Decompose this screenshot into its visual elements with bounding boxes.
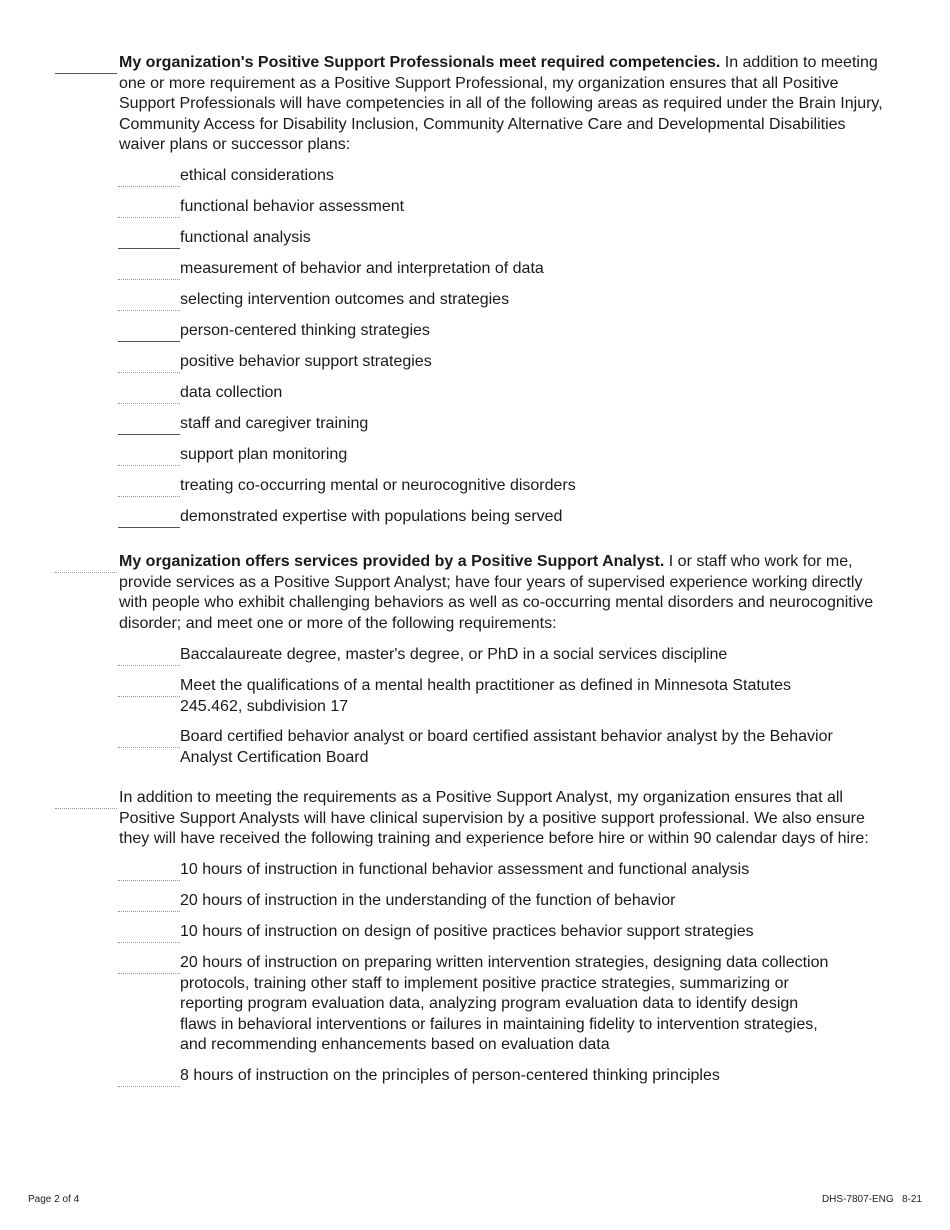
list-item-label: support plan monitoring [180,446,348,463]
list-item-label: ethical considerations [180,167,334,184]
list-item [118,476,838,497]
list-item-label: Board certified behavior analyst or board certified assistant behavior analyst by the Behavior Analyst Certification Board [180,728,833,766]
list-item-label: person-centered thinking strategies [180,322,430,339]
list-item-label: staff and caregiver training [180,415,369,432]
list-item [118,166,838,187]
checkbox-blank[interactable] [118,911,180,912]
section-heading: My organization offers services provided by a Positive Support Analyst. [119,553,665,570]
list-item-label: functional behavior assessment [180,198,405,215]
list-item-label: 20 hours of instruction in the understanding of the function of behavior [180,892,676,909]
section-body: In addition to meeting one or more requirement as a Positive Support Professional, my organization ensures that all Positive Support Professionals will have competencies in all of the following areas as required under the Brain Injury, Community Access for Disability Inclusion, Community Alternative Care and Developmental Disabilities waiver plans or successor plans: [119,54,883,153]
checkbox-blank[interactable] [118,434,180,435]
list-item-label: 10 hours of instruction in functional behavior assessment and functional analysis [180,861,750,878]
section-psa-services [55,552,895,634]
checkbox-blank[interactable] [118,279,180,280]
checkbox-blank[interactable] [118,403,180,404]
list-item-label: functional analysis [180,229,311,246]
section-body: In addition to meeting the requirements as a Positive Support Analyst, my organization ensures that all Positive Support Analysts will have clinical supervision by a positive support professional. We also ensure they will have received the following training and experience before hire or within 90 calendar days of hire: [119,789,869,847]
list-item-label: data collection [180,384,283,401]
list-item [118,1066,838,1087]
list-item [118,197,838,218]
list-item-label: 8 hours of instruction on the principles of person-centered thinking principles [180,1067,720,1084]
list-item-label: positive behavior support strategies [180,353,432,370]
checkbox-blank[interactable] [118,880,180,881]
checkbox-blank[interactable] [118,465,180,466]
list-item [118,507,838,528]
list-item [118,352,838,373]
list-item [118,860,838,881]
list-item-label: Baccalaureate degree, master's degree, or PhD in a social services discipline [180,646,728,663]
section-heading: My organization's Positive Support Professionals meet required competencies. [119,54,721,71]
list-item-label: measurement of behavior and interpretation of data [180,260,544,277]
list-item [118,259,838,280]
list-item [118,228,838,249]
checkbox-blank[interactable] [118,496,180,497]
list-item-label: treating co-occurring mental or neurocognitive disorders [180,477,576,494]
section-psp-competencies [55,53,895,156]
checkbox-blank[interactable] [118,973,180,974]
list-item-label: selecting intervention outcomes and strategies [180,291,510,308]
list-item [118,645,838,666]
checkbox-blank[interactable] [118,372,180,373]
form-id: DHS-7807-ENG 8-21 [821,1194,922,1205]
checkbox-blank-psa-training[interactable] [55,808,117,809]
section-psa-training [55,788,895,850]
list-item-label: demonstrated expertise with populations being served [180,508,563,525]
checkbox-blank[interactable] [118,217,180,218]
list-item [118,321,838,342]
section-body: I or staff who work for me, provide services as a Positive Support Analyst; have four years of supervised experience working directly with people who exhibit challenging behaviors as well as co-occurring mental disorders and neurocognitive disorder; and meet one or more of the following requirements: [119,553,874,632]
list-item [118,676,838,717]
section-psp-competencies-text [119,53,895,156]
list-item [118,922,838,943]
checkbox-blank[interactable] [118,1086,180,1087]
list-item [118,891,838,912]
page-number: Page 2 of 4 [28,1194,80,1205]
checkbox-blank[interactable] [118,310,180,311]
checkbox-blank[interactable] [118,942,180,943]
checkbox-blank[interactable] [118,186,180,187]
list-item-label: 10 hours of instruction on design of positive practices behavior support strategies [180,923,754,940]
checkbox-blank[interactable] [118,665,180,666]
list-item-label: Meet the qualifications of a mental health practitioner as defined in Minnesota Statutes 245.462, subdivision 17 [180,677,792,715]
checkbox-blank-psa-services[interactable] [55,572,117,573]
list-item [118,953,838,1056]
list-item [118,290,838,311]
checkbox-blank[interactable] [118,248,180,249]
list-item [118,414,838,435]
list-item-label: 20 hours of instruction on preparing written intervention strategies, designing data collection protocols, training other staff to implement positive practice strategies, summarizing or reporting program evaluation data, analyzing program evaluation data to identify design flaws in behavioral interventions or failures in maintaining fidelity to intervention strategies, and recommending enhancements based on evaluation data [180,954,829,1053]
checkbox-blank[interactable] [118,341,180,342]
list-item [118,727,838,768]
section-psa-services-text [119,552,895,634]
checkbox-blank[interactable] [118,747,180,748]
list-item [118,383,838,404]
checkbox-blank[interactable] [118,696,180,697]
list-item [118,445,838,466]
checkbox-blank-psp-competencies[interactable] [55,73,117,74]
checkbox-blank[interactable] [118,527,180,528]
